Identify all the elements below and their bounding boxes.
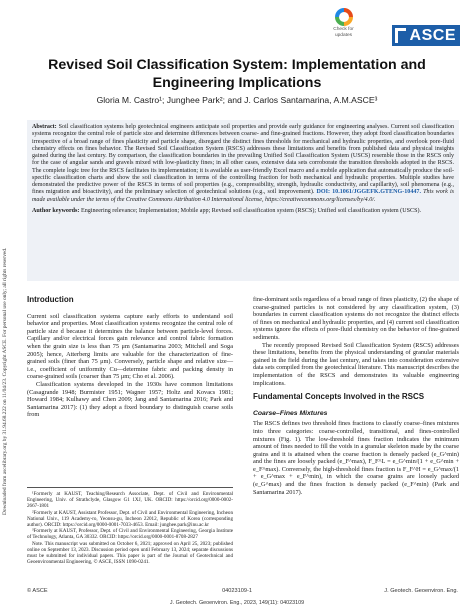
footnote-3: ³Formerly at KAUST, Professor, Dept. of Civil and Environmental Engineering, Georgia Institute of Technology, Atlanta, GA 30332. ORCID: https://orcid.org/0000-0001-8708-2827 bbox=[27, 528, 233, 541]
footnote-note: Note. This manuscript was submitted on October 6, 2021; approved on April 25, 2023; published online on September 13, 2023. Discussion period open until February 13, 2024; separate discussions must be submitted for individual papers. This paper is part of the Journal of Geotechnical and Geoenvironmental Engineering, © ASCE, ISSN 1090-0241. bbox=[27, 540, 233, 566]
asce-logo-mark-icon bbox=[395, 28, 406, 43]
intro-paragraph-1: Current soil classification systems capture early efforts to understand soil behavior and properties. Most classification systems recognize the central role of particle size d because it determines the balance between particle-level forces. Capillary and/or electrical forces gain relevance and control fabric formation when the grain size is less than 75 μm (Santamarina 2003; Mitchell and Soga 2005); hence, Atterberg limits are valuable for the characterization of fine-grained soils (finer than 75 μm). Conversely, particle shape and relative size—i.e., coefficient of uniformity Cu—determine fabric and packing density in coarse-grained soils (coarser than 75 μm; Cho et al. 2006). bbox=[27, 312, 233, 381]
author-list: Gloria M. Castro¹; Junghee Park²; and J. Carlos Santamarina, A.M.ASCE³ bbox=[96, 95, 378, 105]
abstract-text: Soil classification systems help geotechnical engineers anticipate soil properties and provide early guidance for engineering analyses. Current soil classification systems recognize the central role of particle size and determine differences between coarse- and fine-grained fractions. However, they adopt fixed classification boundaries irrespective of a broad range of fines plasticity and particle shape, disregard the distinct fines thresholds for mechanical and hydraulic properties, and overlook pore-fluid chemistry effects on fines behavior. The Revised Soil Classification System (RSCS) addresses these limitations and benefits from published data and physical insights gained during the last century. By comparison, the classification boundaries in the prevailing Unified Soil Classification System (USCS) resemble those in the RSCS only for the case of angular sands and gravels mixed with low-plasticity fines; in all other cases, extensive data sets corroborate the transition thresholds adopted in the RSCS. The complete logic tree for the RSCS facilitates its implementation; it is available as user-friendly Excel macro and a mobile application that automatically produce the soil-specific classification charts and show the soil classification in terms of the controlling fraction for both mechanical and hydraulic properties. Multiple studies have demonstrated the predictive power of the RSCS in terms of soil properties (e.g., compressibility, strength, hydraulic conductivity, and capillarity), soil phenomena (e.g., fines migration and bioactivity), and the preliminary selection of geotechnical solutions (e.g., soil improvement). bbox=[32, 124, 454, 196]
download-notice: Downloaded from ascelibrary.org by 31.94.68.222 on 11/04/23. Copyright ASCE. For personal use only; all rights reserved. bbox=[2, 247, 8, 515]
keywords-text: Engineering relevance; Implementation; Mobile app; Revised soil classification system (RSCS); Unified soil classification system (USCS). bbox=[81, 207, 422, 214]
keywords-paragraph bbox=[32, 208, 454, 215]
footer-page-id: 04023109-1 bbox=[222, 588, 252, 594]
intro-paragraph-2: Classification systems developed in the 1930s have common limitations (Casagrande 1948; Burmister 1951; Wagner 1957; Holtz and Kovacs 1981; Howard 1984; Kulhawy and Chen 2009; Jang and Santamarina 2016; Park and Santamarina 2017): (1) they adopt a fixed boundary to distinguish coarse soils from bbox=[27, 380, 233, 419]
footer-journal: J. Geotech. Geoenviron. Eng. bbox=[384, 588, 458, 594]
badge-line2: updates bbox=[334, 33, 353, 38]
check-for-updates-badge[interactable] bbox=[329, 8, 358, 45]
doi-link[interactable]: DOI: 10.1061/JGGEFK.GTENG-10447. bbox=[316, 189, 421, 196]
footer-copyright: © ASCE bbox=[27, 588, 48, 594]
asce-logo bbox=[392, 25, 460, 46]
keywords-label: Author keywords: bbox=[32, 207, 80, 214]
abstract-label: Abstract: bbox=[32, 124, 57, 130]
right-column bbox=[253, 296, 459, 496]
abstract-box bbox=[27, 120, 459, 281]
asce-logo-text: ASCE bbox=[409, 27, 456, 44]
left-column bbox=[27, 296, 233, 419]
coarse-fines-subheading: Coarse–Fines Mixtures bbox=[253, 409, 328, 417]
badge-line1: Check for bbox=[333, 27, 354, 32]
right-paragraph-1: fine-dominant soils regardless of a broad range of fines plasticity, (2) the shape of coarse-grained particles is not considered by any classification system, (3) boundaries in current classification systems do not recognize the distinct effects of fines on mechanical and hydraulic properties, and (4) current soil classification systems ignore the effects of pore-fluid chemistry on the behavior of fine-grained sediments. bbox=[253, 296, 459, 341]
abstract-paragraph bbox=[32, 124, 454, 204]
footer-citation: J. Geotech. Geoenviron. Eng., 2023, 149(11): 04023109 bbox=[169, 600, 305, 606]
download-sidebar bbox=[2, 95, 12, 515]
fundamental-concepts-heading: Fundamental Concepts Involved in the RSCS bbox=[253, 392, 425, 402]
footnotes bbox=[27, 487, 233, 565]
footnote-2: ²Formerly at KAUST, Assistant Professor, Dept. of Civil and Environmental Engineering, Incheon National Univ., 119 Academy-ro, Yeonsu-gu, Incheon 22012, Republic of Korea (corresponding author). ORCID: https://orcid.org/0000-0001-7033-4653. Email: junghee.park@inu.ac.kr bbox=[27, 509, 233, 529]
right-paragraph-2: The recently proposed Revised Soil Classification System (RSCS) addresses these limitations, benefits from the physical understanding of granular materials gained in the field during the last century, and takes into consideration extensive data sets compiled from the geotechnical literature. This manuscript describes the implementation of the RSCS and demonstrates its valuable engineering implications. bbox=[253, 341, 459, 387]
footnote-1: ¹Formerly at KAUST, Teaching/Research Associate, Dept. of Civil and Environmental Engineering, Univ. of Strathclyde, Glasgow G1 1XJ, UK. ORCID: https://orcid.org/0000-0002-2667-1801 bbox=[27, 491, 233, 510]
paper-title: Revised Soil Classification System: Implementation and Engineering Implications bbox=[48, 57, 426, 91]
check-updates-icon bbox=[335, 8, 353, 26]
license-text: This work is made available under the terms of the Creative Commons Attribution 4.0 International license, https://creativecommons.org/licenses/by/4.0/. bbox=[32, 189, 455, 203]
introduction-heading: Introduction bbox=[27, 295, 74, 304]
right-paragraph-3: The RSCS defines two threshold fines fractions to classify coarse–fines mixtures into three categories: coarse-controlled, transitional, and fines-controlled mixtures (Fig. 1). The low-threshold fines fraction indicates the minimum amount of fines needed to fill the voids in a granular skeleton made by the coarse grains and it is attained when the coarse fraction is densely packed (e_G^min) and the fines are loosely packed (e_F^max), F_F^L = e_G^min/(1 + e_G^min + e_F^max). Conversely, the high-threshold fines fraction is F_F^H = e_G^max/(1 + e_G^max + e_F^min), in which the coarse grains are loosely packed (e_G^max) and the fines fraction is densely packed (e_F^min) (Park and Santamarina 2017). bbox=[253, 420, 459, 496]
